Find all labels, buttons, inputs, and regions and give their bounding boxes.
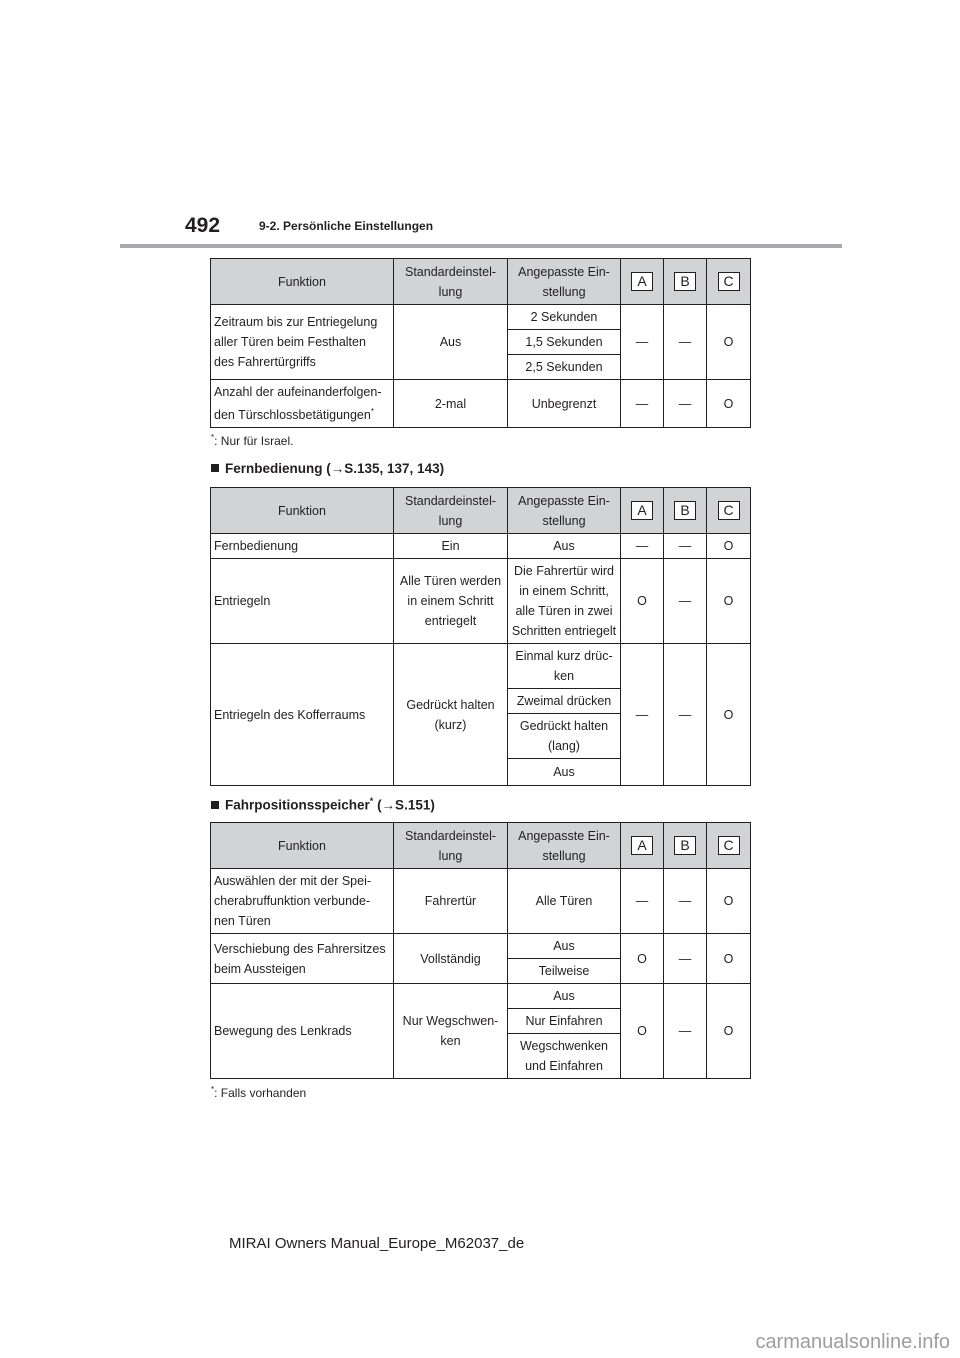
page-reference-link[interactable]: (→S.151) (373, 797, 435, 813)
table-row-c: O (707, 380, 751, 428)
footnote-mark: * (370, 407, 374, 416)
table-row-a: — (621, 869, 664, 934)
table-row-c: O (707, 534, 751, 559)
page-reference-link[interactable]: →S.135, 137, 143) (330, 461, 445, 476)
header-b (664, 259, 707, 305)
header-a (621, 823, 664, 869)
subhead-title: Fahrpositionsspeicher (225, 797, 370, 813)
table-row-funktion: Bewegung des Lenkrads (211, 984, 394, 1079)
table-row-option: Die Fahrertür wird in einem Schritt, alle Türen in zwei Schritten entriegelt (508, 559, 621, 644)
table-row-c: O (707, 559, 751, 644)
header-funktion: Funktion (211, 259, 394, 305)
table-row-standard: Gedrückt halten (kurz) (394, 644, 508, 786)
footnote-star: * (211, 1085, 215, 1094)
footnote-text: : Nur für Israel. (214, 434, 294, 448)
table-row-option: Aus (508, 759, 621, 786)
subhead-title: Fernbedienung ( (225, 461, 331, 476)
table-row-b: — (664, 305, 707, 380)
table-row-option: Aus (508, 534, 621, 559)
table-row-option: Aus (508, 984, 621, 1009)
header-b (664, 488, 707, 534)
square-bullet-icon (211, 464, 219, 472)
header-b (664, 823, 707, 869)
table-row-option: 1,5 Sekunden (508, 330, 621, 355)
table-row-b: — (664, 934, 707, 984)
header-angepasst: Angepasste Ein- stellung (508, 488, 621, 534)
settings-table-2 (210, 487, 751, 786)
table-row-funktion (211, 380, 394, 428)
table-row-a: — (621, 644, 664, 786)
box-b-icon: B (674, 272, 696, 291)
table-row-option: Alle Türen (508, 869, 621, 934)
table-row-standard: 2-mal (394, 380, 508, 428)
table-row-option: Zweimal drücken (508, 689, 621, 714)
box-b-icon: B (674, 501, 696, 520)
settings-table-1 (210, 258, 751, 428)
table-row-a: — (621, 534, 664, 559)
table-row-funktion: Fernbedienung (211, 534, 394, 559)
header-standard: Standardeinstel- lung (394, 823, 508, 869)
table-row-option: Teilweise (508, 959, 621, 984)
funktion-text: Anzahl der aufeinanderfolgen- den Türschlossbetätigungen (214, 385, 382, 423)
table-row-option: 2 Sekunden (508, 305, 621, 330)
table-row-standard: Fahrertür (394, 869, 508, 934)
header-c (707, 823, 751, 869)
table-row-option: Unbegrenzt (508, 380, 621, 428)
box-a-icon: A (631, 272, 653, 291)
box-c-icon: C (718, 836, 740, 855)
table-row-c: O (707, 869, 751, 934)
section-header: 9-2. Persönliche Einstellungen (259, 219, 434, 233)
header-funktion: Funktion (211, 488, 394, 534)
table-row-standard: Nur Wegschwen- ken (394, 984, 508, 1079)
header-funktion: Funktion (211, 823, 394, 869)
header-rule (120, 244, 842, 248)
footnote-israel (211, 433, 293, 448)
table-row-option: Gedrückt halten (lang) (508, 714, 621, 759)
header-angepasst: Angepasste Ein- stellung (508, 823, 621, 869)
table-row-c: O (707, 644, 751, 786)
header-a (621, 259, 664, 305)
table-row-b: — (664, 984, 707, 1079)
header-standard: Standardeinstel- lung (394, 259, 508, 305)
box-a-icon: A (631, 501, 653, 520)
table-row-c: O (707, 305, 751, 380)
table-row-a: O (621, 984, 664, 1079)
table-row-funktion: Entriegeln (211, 559, 394, 644)
header-c (707, 259, 751, 305)
footnote-mark: * (369, 796, 374, 806)
square-bullet-icon (211, 801, 219, 809)
table-row-option: Aus (508, 934, 621, 959)
table-row-funktion: Verschiebung des Fahrersitzes beim Aussteigen (211, 934, 394, 984)
table-row-option: Nur Einfahren (508, 1009, 621, 1034)
box-c-icon: C (718, 501, 740, 520)
table-row-a: — (621, 305, 664, 380)
table-row-option: Einmal kurz drüc- ken (508, 644, 621, 689)
table-row-standard: Aus (394, 305, 508, 380)
header-standard: Standardeinstel- lung (394, 488, 508, 534)
table-row-a: — (621, 380, 664, 428)
header-c (707, 488, 751, 534)
table-row-option: 2,5 Sekunden (508, 355, 621, 380)
table-row-a: O (621, 934, 664, 984)
table-row-b: — (664, 380, 707, 428)
subhead-fernbedienung (211, 461, 444, 476)
box-b-icon: B (674, 836, 696, 855)
table-row-b: — (664, 559, 707, 644)
table-row-funktion: Auswählen der mit der Spei- cherabruffunktion verbunde- nen Türen (211, 869, 394, 934)
table-row-b: — (664, 869, 707, 934)
settings-table-3 (210, 822, 751, 1079)
page-number: 492 (185, 214, 221, 237)
page-footer: MIRAI Owners Manual_Europe_M62037_de (229, 1235, 525, 1252)
table-row-funktion: Zeitraum bis zur Entriegelung aller Türen beim Festhalten des Fahrertürgriffs (211, 305, 394, 380)
table-row-funktion: Entriegeln des Kofferraums (211, 644, 394, 786)
footnote-star: * (211, 433, 215, 442)
table-row-standard: Ein (394, 534, 508, 559)
footnote-text: : Falls vorhanden (214, 1086, 307, 1100)
table-row-c: O (707, 984, 751, 1079)
table-row-b: — (664, 534, 707, 559)
footnote-falls-vorhanden (211, 1085, 306, 1100)
subhead-fahrpositionsspeicher (211, 796, 435, 813)
table-row-c: O (707, 934, 751, 984)
table-row-a: O (621, 559, 664, 644)
header-a (621, 488, 664, 534)
watermark: carmanualsonline.info (755, 1331, 950, 1353)
box-c-icon: C (718, 272, 740, 291)
table-row-option: Wegschwenken und Einfahren (508, 1034, 621, 1079)
table-row-standard: Alle Türen werden in einem Schritt entriegelt (394, 559, 508, 644)
box-a-icon: A (631, 836, 653, 855)
header-angepasst: Angepasste Ein- stellung (508, 259, 621, 305)
table-row-standard: Vollständig (394, 934, 508, 984)
table-row-b: — (664, 644, 707, 786)
